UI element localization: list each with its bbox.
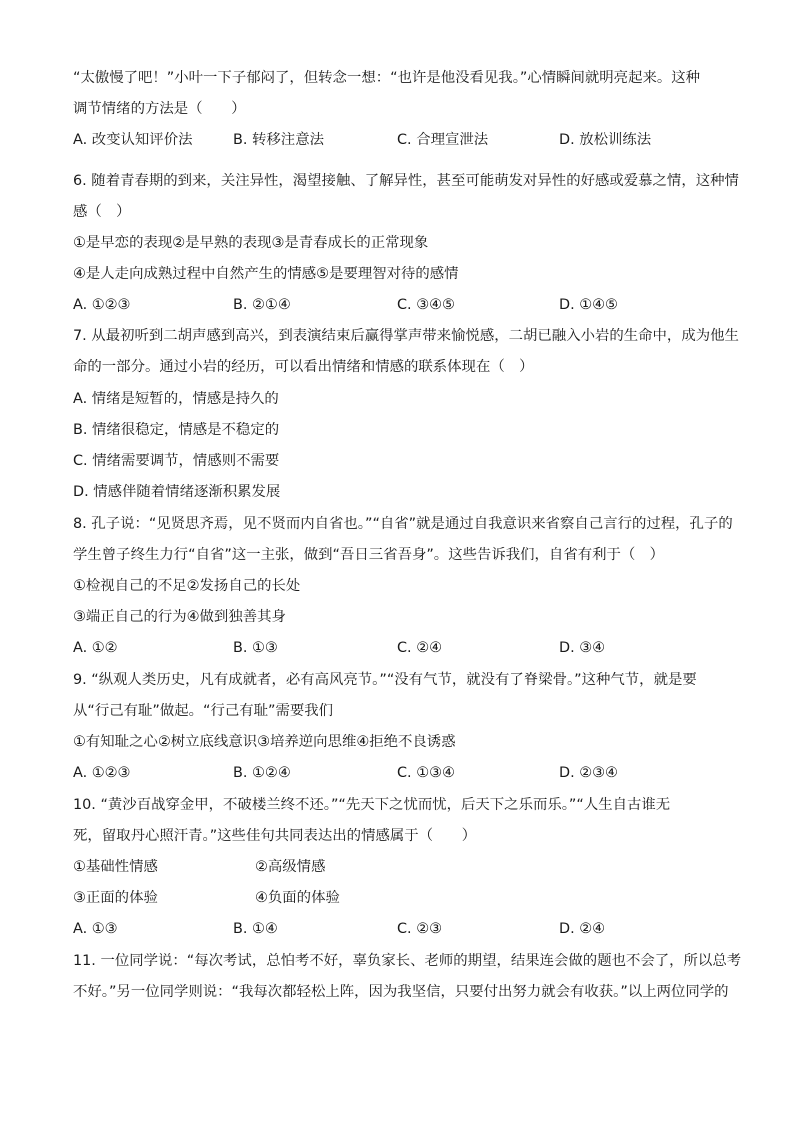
q11-stem-line1: 11. 一位同学说：“每次考试，总怕考不好，辜负家长、老师的期望，结果连会做的题也不会了，所以总考 xyxy=(73,953,742,969)
q7-stem-line1: 7. 从最初听到二胡声感到高兴，到表演结束后赢得掌声带来愉悦感，二胡已融入小岩的生命中，成为他生 xyxy=(73,328,739,344)
q10-statement-3: ③正面的体验 xyxy=(73,890,158,906)
q10-statements-2 xyxy=(73,888,733,908)
q10-stem-line1: 10. “黄沙百战穿金甲，不破楼兰终不还。”“先天下之忧而忧，后天下之乐而乐。”“人生自古谁无 xyxy=(73,797,671,813)
q5-option-b: B. 转移注意法 xyxy=(233,132,324,148)
q7-option-a: A. 情绪是短暂的，情感是持久的 xyxy=(73,391,279,407)
q7-option-b: B. 情绪很稳定，情感是不稳定的 xyxy=(73,422,280,438)
q10-option-b: B. ①④ xyxy=(233,921,278,937)
q6-stem-line2: 感（ ） xyxy=(73,204,131,220)
q8-option-b: B. ①③ xyxy=(233,640,278,656)
q11-stem-line2: 不好。”另一位同学则说：“我每次都轻松上阵，因为我坚信，只要付出努力就会有收获。”以上两位同学的 xyxy=(73,984,729,1000)
q6-stem-line1: 6. 随着青春期的到来，关注异性，渴望接触、了解异性，甚至可能萌发对异性的好感或爱慕之情，这种情 xyxy=(73,173,739,189)
q6-option-b: B. ②①④ xyxy=(233,297,291,313)
q6-statements-2: ④是人走向成熟过程中自然产生的情感⑤是要理智对待的感情 xyxy=(73,266,459,282)
q7-stem-line2: 命的一部分。通过小岩的经历，可以看出情绪和情感的联系体现在（ ） xyxy=(73,359,534,375)
q7-option-c: C. 情绪需要调节，情感则不需要 xyxy=(73,453,280,469)
q9-option-b: B. ①②④ xyxy=(233,765,291,781)
q5-option-d: D. 放松训练法 xyxy=(559,132,652,148)
q8-option-c: C. ②④ xyxy=(397,640,442,656)
q10-option-c: C. ②③ xyxy=(397,921,442,937)
q8-statements-2: ③端正自己的行为④做到独善其身 xyxy=(73,609,286,625)
q7-option-d: D. 情感伴随着情绪逐渐积累发展 xyxy=(73,484,281,500)
q6-option-a: A. ①②③ xyxy=(73,297,131,313)
q10-option-d: D. ②④ xyxy=(559,921,606,937)
q5-stem-line2: 调节情绪的方法是（ ） xyxy=(73,101,246,117)
q9-option-c: C. ①③④ xyxy=(397,765,455,781)
q9-option-a: A. ①②③ xyxy=(73,765,131,781)
q6-options xyxy=(73,295,733,315)
q8-stem-line1: 8. 孔子说：“见贤思齐焉，见不贤而内自省也。”“自省”就是通过自我意识来省察自己言行的过程，孔子的 xyxy=(73,516,733,532)
q9-stem-line2: 从“行己有耻”做起。“行己有耻”需要我们 xyxy=(73,703,334,719)
q9-statements: ①有知耻之心②树立底线意识③培养逆向思维④拒绝不良诱惑 xyxy=(73,734,456,750)
q10-statement-2: ②高级情感 xyxy=(255,859,326,875)
q5-option-c: C. 合理宣泄法 xyxy=(397,132,489,148)
q8-statements-1: ①检视自己的不足②发扬自己的长处 xyxy=(73,578,301,594)
q9-options xyxy=(73,763,733,783)
q10-statement-4: ④负面的体验 xyxy=(255,890,340,906)
q10-stem-line2: 死，留取丹心照汗青。”这些佳句共同表达出的情感属于（ ） xyxy=(73,828,477,844)
q10-statement-1: ①基础性情感 xyxy=(73,859,158,875)
q10-option-a: A. ①③ xyxy=(73,921,118,937)
q9-stem-line1: 9. “纵观人类历史，凡有成就者，必有高风亮节。”“没有气节，就没有了脊梁骨。”这种气节，就是要 xyxy=(73,672,697,688)
q6-statements-1: ①是早恋的表现②是早熟的表现③是青春成长的正常现象 xyxy=(73,235,429,251)
q10-options xyxy=(73,919,733,939)
q8-option-a: A. ①② xyxy=(73,640,118,656)
q6-option-c: C. ③④⑤ xyxy=(397,297,455,313)
q8-options xyxy=(73,638,733,658)
q9-option-d: D. ②③④ xyxy=(559,765,618,781)
q8-stem-line2: 学生曾子终生力行“自省”这一主张，做到“吾日三省吾身”。这些告诉我们，自省有利于（ ） xyxy=(73,547,665,563)
q6-option-d: D. ①④⑤ xyxy=(559,297,618,313)
q5-options xyxy=(73,130,733,150)
q10-statements-1 xyxy=(73,857,733,877)
q8-option-d: D. ③④ xyxy=(559,640,606,656)
q5-stem-line1: “太傲慢了吧！”小叶一下子郁闷了，但转念一想：“也许是他没看见我。”心情瞬间就明亮起来。这种 xyxy=(73,70,701,86)
q5-option-a: A. 改变认知评价法 xyxy=(73,132,193,148)
